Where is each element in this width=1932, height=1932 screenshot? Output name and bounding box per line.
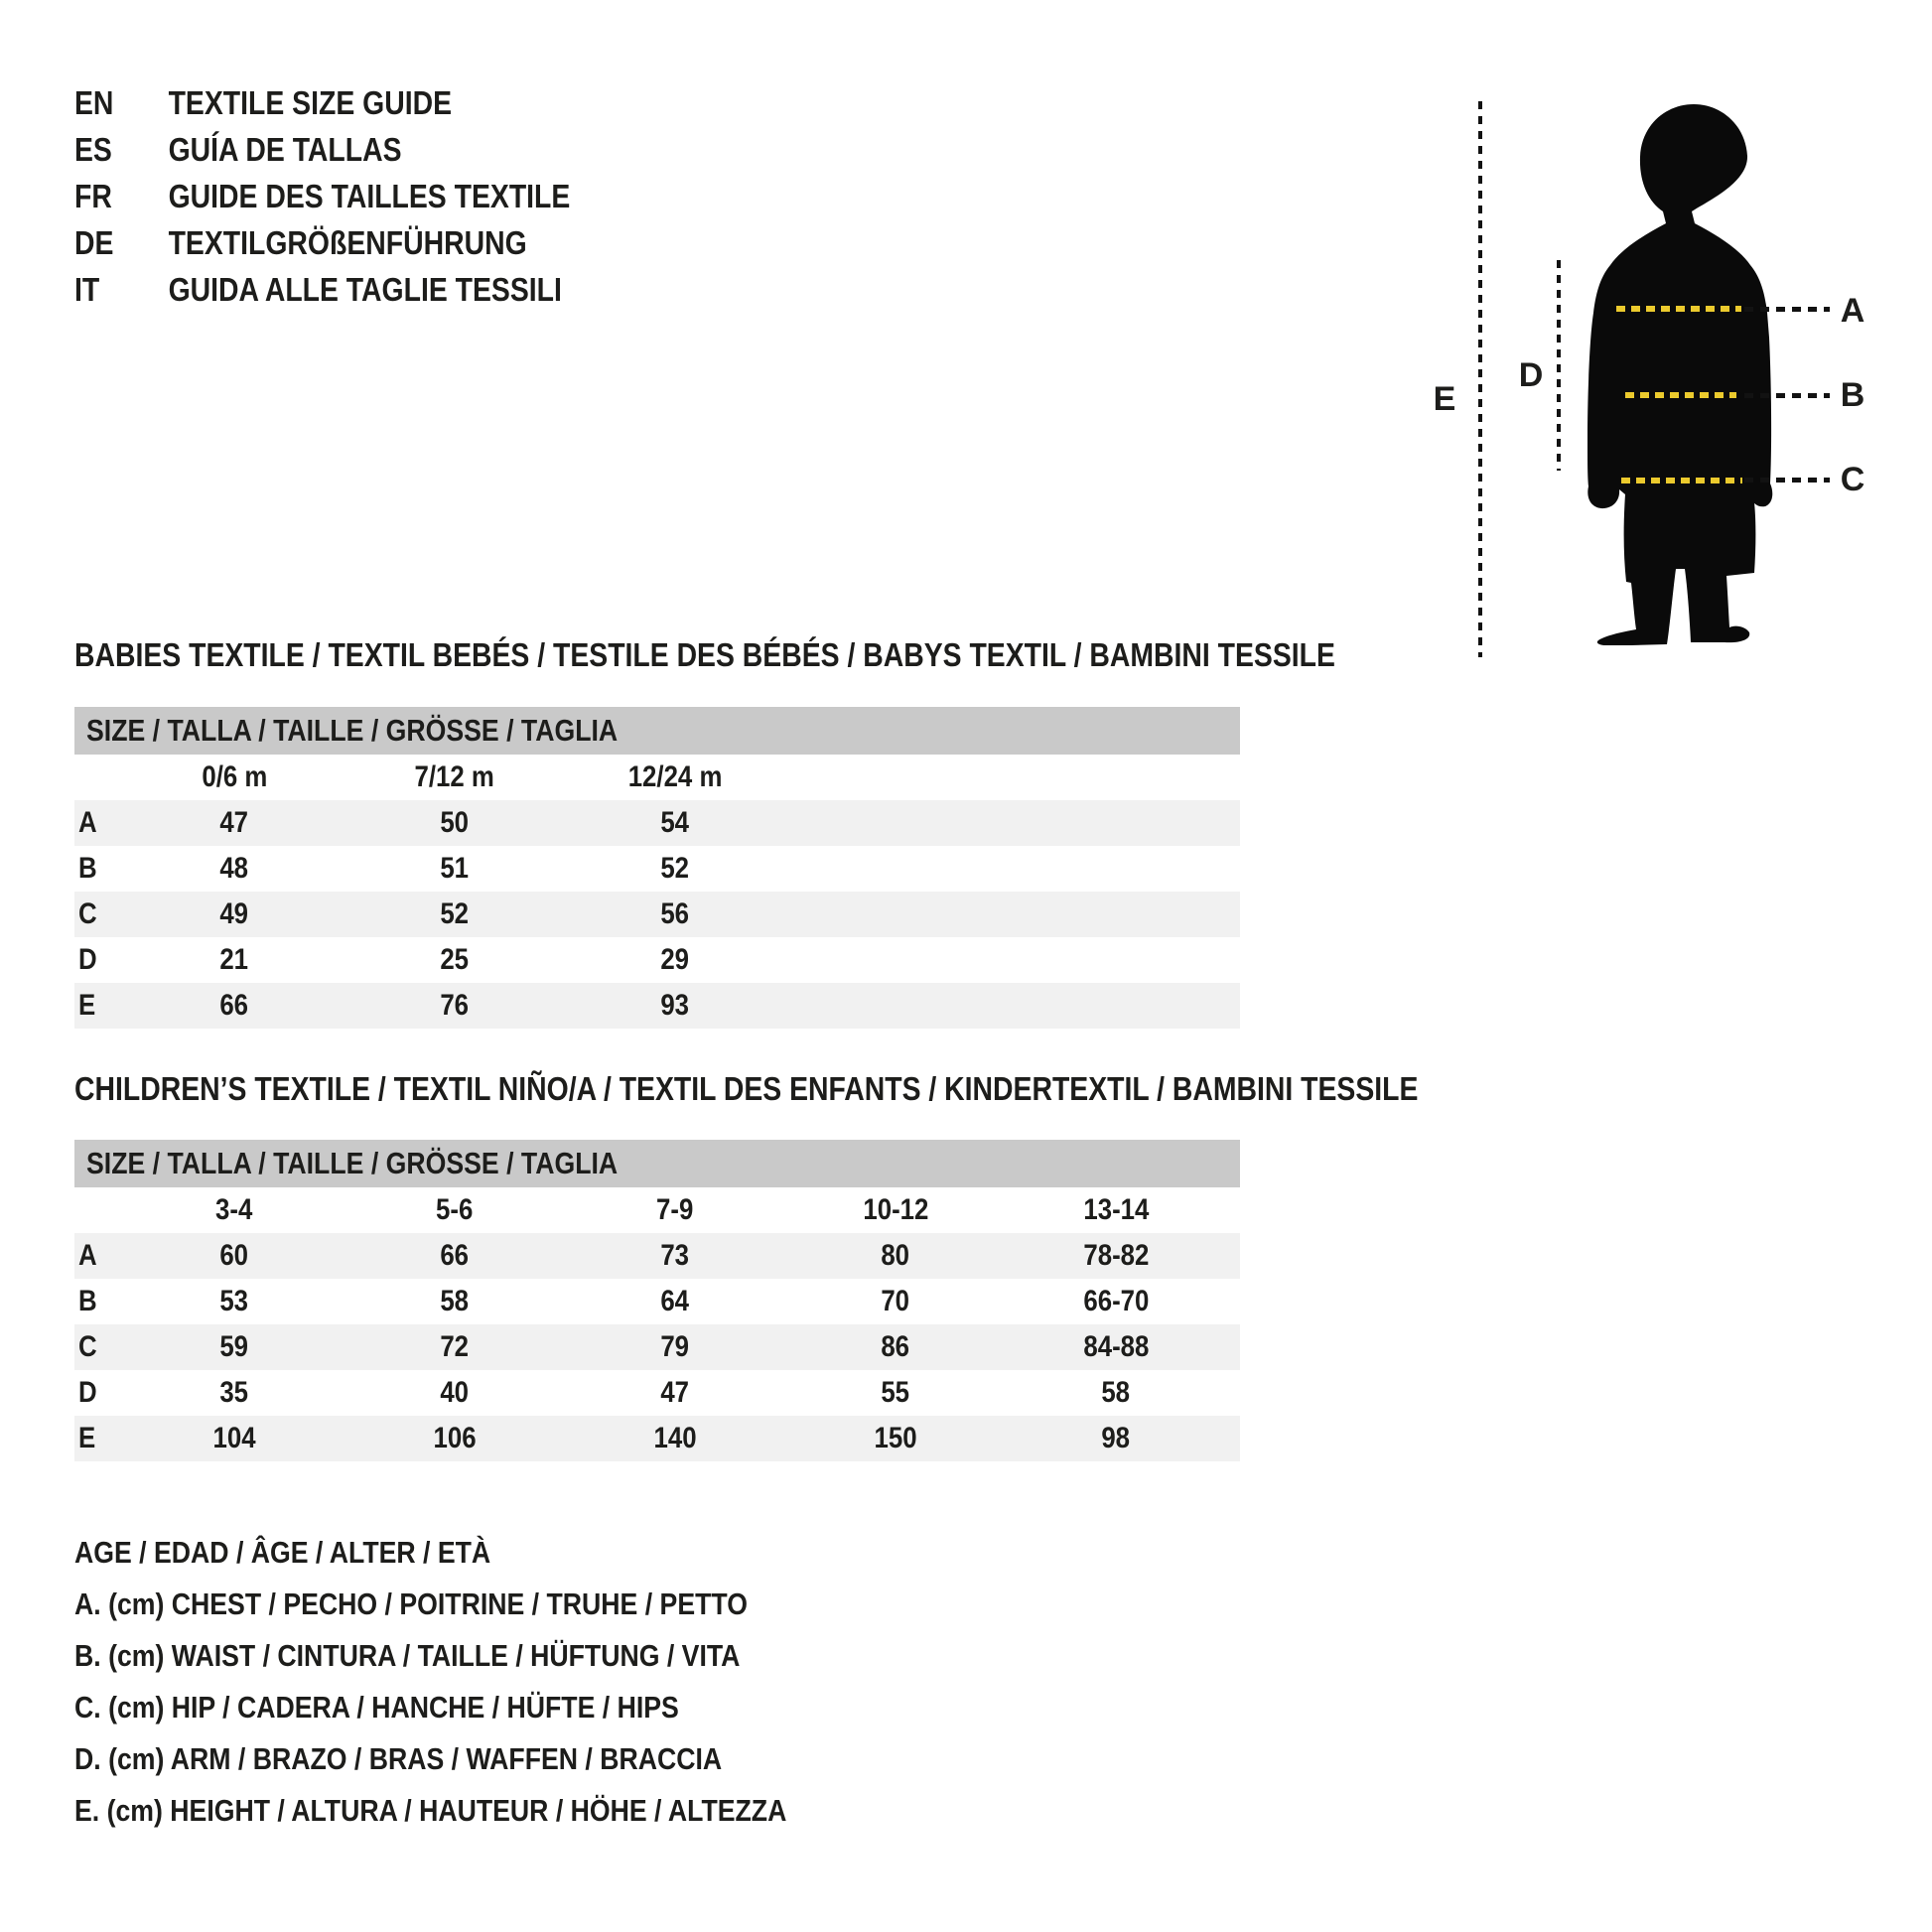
guide-title: GUIDE DES TAILLES TEXTILE bbox=[168, 177, 571, 214]
column-header: 3-4 bbox=[215, 1193, 253, 1226]
table-cell: 106 bbox=[433, 1422, 477, 1454]
language-code: IT bbox=[74, 270, 100, 308]
table-cell: 49 bbox=[219, 897, 249, 930]
table-row bbox=[74, 1370, 1240, 1416]
row-label: E bbox=[78, 989, 96, 1022]
table-cell: 48 bbox=[219, 852, 249, 885]
babies-size-table bbox=[74, 707, 1240, 1029]
row-label: A bbox=[78, 1239, 97, 1272]
table-cell: 104 bbox=[212, 1422, 256, 1454]
table-cell: 52 bbox=[660, 852, 690, 885]
table-cell: 70 bbox=[881, 1285, 910, 1317]
row-label: C bbox=[78, 1330, 97, 1363]
table-row bbox=[74, 846, 1240, 892]
language-code: FR bbox=[74, 177, 112, 214]
table-row bbox=[74, 937, 1240, 983]
marker-label-b: B bbox=[1840, 376, 1865, 414]
column-header: 7-9 bbox=[656, 1193, 694, 1226]
marker-label-e: E bbox=[1433, 380, 1456, 418]
language-row bbox=[74, 219, 651, 266]
table-cell: 58 bbox=[440, 1285, 470, 1317]
table-cell: 47 bbox=[660, 1376, 690, 1409]
table-cell: 55 bbox=[881, 1376, 910, 1409]
size-header-label: SIZE / TALLA / TAILLE / GRÖSSE / TAGLIA bbox=[86, 1146, 619, 1180]
row-label: B bbox=[78, 1285, 97, 1317]
table-cell: 84-88 bbox=[1082, 1330, 1149, 1363]
table-cell: 59 bbox=[219, 1330, 249, 1363]
marker-label-d: D bbox=[1518, 356, 1544, 394]
children-size-table bbox=[74, 1140, 1240, 1461]
table-cell: 35 bbox=[219, 1376, 249, 1409]
leader-line-c bbox=[1744, 478, 1830, 483]
guide-title: GUIDA ALLE TAGLIE TESSILI bbox=[168, 270, 562, 308]
table-cell: 21 bbox=[219, 943, 249, 976]
table-cell: 58 bbox=[1101, 1376, 1131, 1409]
table-cell: 60 bbox=[219, 1239, 249, 1272]
leader-line-a bbox=[1744, 307, 1830, 312]
size-header-bar bbox=[74, 707, 1240, 755]
legend-height: E. (cm) HEIGHT / ALTURA / HAUTEUR / HÖHE / ALTEZZA bbox=[74, 1793, 787, 1828]
marker-label-a: A bbox=[1840, 292, 1865, 330]
legend-arm: D. (cm) ARM / BRAZO / BRAS / WAFFEN / BRACCIA bbox=[74, 1741, 723, 1776]
language-title-list bbox=[74, 79, 651, 313]
column-header-row bbox=[74, 1187, 1240, 1233]
row-label: D bbox=[78, 943, 97, 976]
table-cell: 50 bbox=[440, 806, 470, 839]
table-cell: 66 bbox=[219, 989, 249, 1022]
language-row bbox=[74, 173, 651, 219]
table-cell: 66 bbox=[440, 1239, 470, 1272]
language-code: DE bbox=[74, 223, 114, 261]
hip-measure-line-c bbox=[1621, 478, 1742, 483]
table-cell: 66-70 bbox=[1082, 1285, 1149, 1317]
language-row bbox=[74, 79, 651, 126]
table-cell: 51 bbox=[440, 852, 470, 885]
column-header: 13-14 bbox=[1082, 1193, 1149, 1226]
table-row bbox=[74, 1279, 1240, 1324]
guide-title: TEXTILGRÖßENFÜHRUNG bbox=[168, 223, 527, 261]
column-header-row bbox=[74, 755, 1240, 800]
row-label: C bbox=[78, 897, 97, 930]
column-header: 7/12 m bbox=[414, 760, 495, 793]
table-cell: 79 bbox=[660, 1330, 690, 1363]
table-cell: 98 bbox=[1101, 1422, 1131, 1454]
table-cell: 93 bbox=[660, 989, 690, 1022]
language-row bbox=[74, 126, 651, 173]
table-cell: 47 bbox=[219, 806, 249, 839]
legend-hip: C. (cm) HIP / CADERA / HANCHE / HÜFTE / HIPS bbox=[74, 1690, 679, 1725]
guide-title: TEXTILE SIZE GUIDE bbox=[168, 83, 453, 121]
arm-measure-line-d bbox=[1557, 260, 1561, 471]
table-row bbox=[74, 800, 1240, 846]
measurement-legend bbox=[74, 1527, 902, 1837]
height-measure-line-e bbox=[1478, 101, 1482, 657]
leader-line-b bbox=[1744, 393, 1830, 398]
table-cell: 56 bbox=[660, 897, 690, 930]
language-row bbox=[74, 266, 651, 313]
guide-title: GUÍA DE TALLAS bbox=[168, 130, 402, 168]
table-cell: 150 bbox=[874, 1422, 917, 1454]
chest-measure-line-a bbox=[1616, 306, 1741, 312]
table-row bbox=[74, 1233, 1240, 1279]
table-cell: 29 bbox=[660, 943, 690, 976]
table-cell: 40 bbox=[440, 1376, 470, 1409]
table-cell: 73 bbox=[660, 1239, 690, 1272]
table-cell: 25 bbox=[440, 943, 470, 976]
table-cell: 54 bbox=[660, 806, 690, 839]
babies-section-title: BABIES TEXTILE / TEXTIL BEBÉS / TESTILE DES BÉBÉS / BABYS TEXTIL / BAMBINI TESSILE bbox=[74, 636, 1335, 673]
column-header: 0/6 m bbox=[202, 760, 267, 793]
row-label: D bbox=[78, 1376, 97, 1409]
legend-waist: B. (cm) WAIST / CINTURA / TAILLE / HÜFTUNG / VITA bbox=[74, 1638, 741, 1673]
table-cell: 72 bbox=[440, 1330, 470, 1363]
table-cell: 52 bbox=[440, 897, 470, 930]
table-cell: 53 bbox=[219, 1285, 249, 1317]
table-row bbox=[74, 892, 1240, 937]
table-cell: 86 bbox=[881, 1330, 910, 1363]
row-label: B bbox=[78, 852, 97, 885]
marker-label-c: C bbox=[1840, 461, 1865, 498]
language-code: ES bbox=[74, 130, 112, 168]
table-row bbox=[74, 1324, 1240, 1370]
table-cell: 76 bbox=[440, 989, 470, 1022]
size-header-label: SIZE / TALLA / TAILLE / GRÖSSE / TAGLIA bbox=[86, 713, 619, 748]
column-header: 5-6 bbox=[436, 1193, 474, 1226]
children-section-title: CHILDREN’S TEXTILE / TEXTIL NIÑO/A / TEXTIL DES ENFANTS / KINDERTEXTIL / BAMBINI TESSILE bbox=[74, 1070, 1419, 1107]
legend-chest: A. (cm) CHEST / PECHO / POITRINE / TRUHE / PETTO bbox=[74, 1587, 748, 1621]
column-header: 12/24 m bbox=[627, 760, 723, 793]
table-row bbox=[74, 983, 1240, 1029]
size-header-bar bbox=[74, 1140, 1240, 1187]
column-header: 10-12 bbox=[862, 1193, 928, 1226]
child-silhouette bbox=[1574, 99, 1787, 645]
row-label: E bbox=[78, 1422, 96, 1454]
table-row bbox=[74, 1416, 1240, 1461]
language-code: EN bbox=[74, 83, 114, 121]
table-cell: 78-82 bbox=[1082, 1239, 1149, 1272]
table-cell: 80 bbox=[881, 1239, 910, 1272]
waist-measure-line-b bbox=[1625, 392, 1736, 398]
table-cell: 140 bbox=[653, 1422, 697, 1454]
row-label: A bbox=[78, 806, 97, 839]
legend-age: AGE / EDAD / ÂGE / ALTER / ETÀ bbox=[74, 1535, 491, 1570]
table-cell: 64 bbox=[660, 1285, 690, 1317]
